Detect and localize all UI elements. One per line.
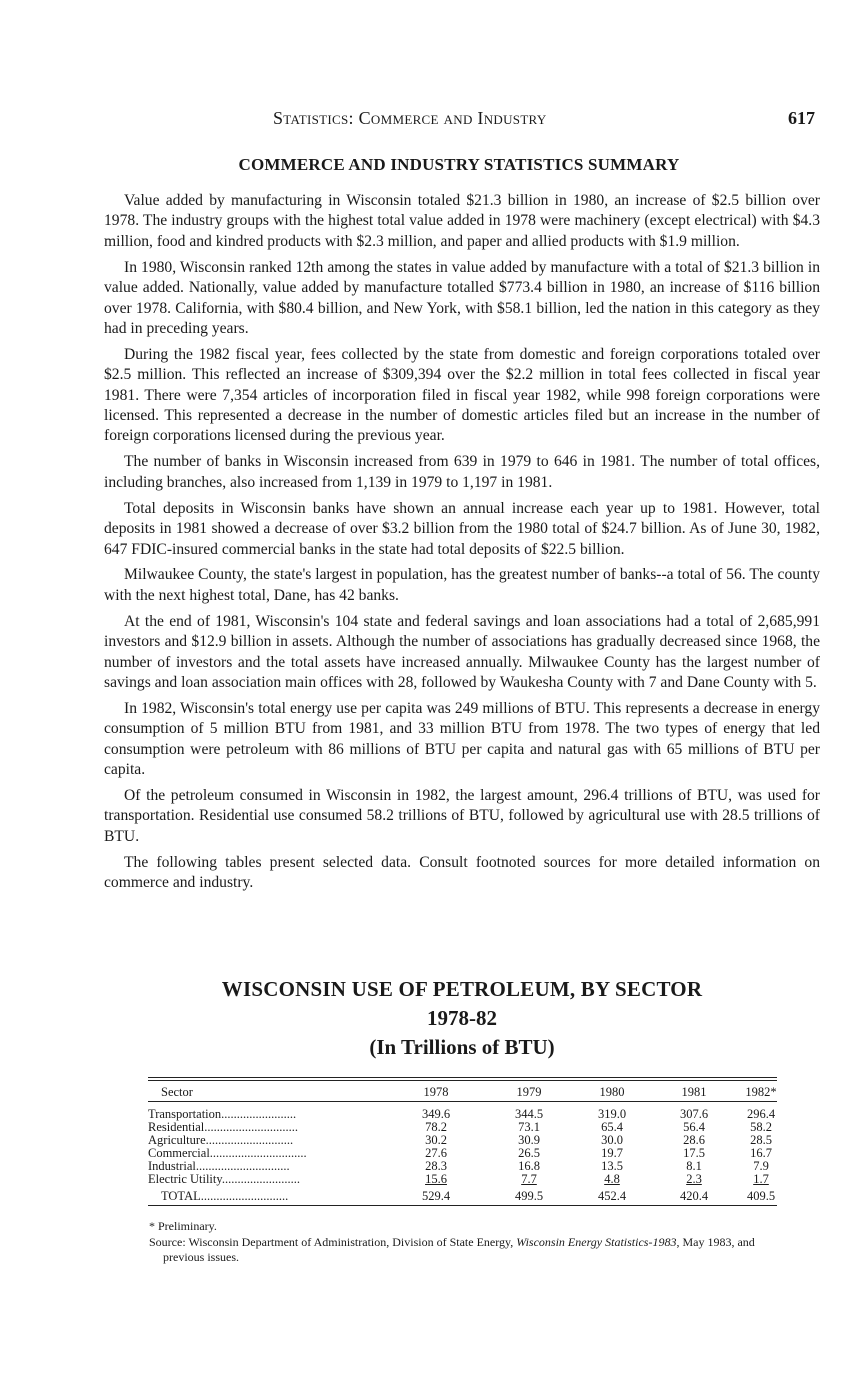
table-bottom-rule <box>148 1205 777 1206</box>
summary-body <box>104 191 820 899</box>
dot-leader: .............................. <box>195 1159 290 1173</box>
table-cell: 58.2 <box>750 1120 772 1134</box>
dot-leader: ......................... <box>221 1172 300 1186</box>
sector-name: Electric Utility <box>148 1172 222 1186</box>
table-row <box>148 1120 777 1133</box>
sector-name: Industrial <box>148 1159 196 1173</box>
sector-name: Agriculture <box>148 1133 206 1147</box>
dot-leader: ............................... <box>209 1146 307 1160</box>
section-heading: COMMERCE AND INDUSTRY STATISTICS SUMMARY <box>238 155 680 174</box>
sector-name: Transportation <box>148 1107 222 1121</box>
table-cell: 19.7 <box>601 1146 623 1160</box>
total-cell: 452.4 <box>597 1189 627 1203</box>
table-row <box>148 1146 777 1159</box>
table-cell: 319.0 <box>597 1107 627 1121</box>
table-cell: 2.3 <box>686 1172 702 1186</box>
table-cell: 27.6 <box>425 1146 447 1160</box>
table-cell: 28.3 <box>425 1159 447 1173</box>
table-cell: 28.5 <box>750 1133 772 1147</box>
petroleum-table <box>148 1077 777 1206</box>
table-cell: 344.5 <box>514 1107 544 1121</box>
running-title: Statistics: Commerce and Industry <box>273 108 547 128</box>
paragraph: Of the petroleum consumed in Wisconsin in 1982, the largest amount, 296.4 trillions of BTU, was used for transportation. Residential use consumed 58.2 trillions of BTU, followed by agricultural use with 28.5 trillions of BTU. <box>104 786 820 845</box>
sector-name: Residential <box>148 1120 205 1134</box>
total-name: TOTAL <box>161 1189 201 1203</box>
source-suffix: , May 1983, and previous issues. <box>163 1235 755 1264</box>
table-cell: 7.7 <box>521 1172 537 1186</box>
table-cell: 30.0 <box>601 1133 623 1147</box>
paragraph: The number of banks in Wisconsin increased from 639 in 1979 to 646 in 1981. The number of total offices, including branches, also increased from 1,139 in 1979 to 1,197 in 1981. <box>104 453 820 491</box>
table-cell: 78.2 <box>425 1120 447 1134</box>
table-cell: 349.6 <box>421 1107 451 1121</box>
total-cell: 420.4 <box>679 1189 709 1203</box>
column-header: 1982* <box>745 1085 777 1099</box>
source-title: Wisconsin Energy Statistics-1983 <box>516 1235 677 1249</box>
table-cell: 1.7 <box>753 1172 769 1186</box>
total-cell: 409.5 <box>746 1189 776 1203</box>
total-cell: 499.5 <box>514 1189 544 1203</box>
footnote-source <box>149 1235 789 1265</box>
table-body <box>148 1102 777 1203</box>
table-cell: 13.5 <box>601 1159 623 1173</box>
paragraph: Value added by manufacturing in Wisconsin totaled $21.3 billion in 1980, an increase of $2.5 billion over 1978. The industry groups with the highest total value added in 1978 were machinery (except electrical) with $4.3 million, food and kindred products with $2.3 million, and paper and allied products with $1.9 million. <box>104 192 820 250</box>
column-header: 1980 <box>599 1085 625 1099</box>
table-units: (In Trillions of BTU) <box>369 1035 555 1059</box>
paragraph: Milwaukee County, the state's largest in population, has the greatest number of banks--a total of 56. The county with the next highest total, Dane, has 42 banks. <box>104 566 820 604</box>
table-cell: 30.2 <box>425 1133 447 1147</box>
table-cell: 296.4 <box>746 1107 776 1121</box>
table-cell: 30.9 <box>518 1133 540 1147</box>
dot-leader: .............................. <box>204 1120 298 1134</box>
table-cell: 4.8 <box>604 1172 620 1186</box>
table-row <box>148 1172 777 1185</box>
table-footnotes <box>149 1219 789 1265</box>
paragraph: In 1982, Wisconsin's total energy use per capita was 249 millions of BTU. This represents a decrease in energy consumption of 5 million BTU from 1981, and 33 million BTU from 1978. The two types of energy that led consumption were petroleum with 86 millions of BTU per capita and natural gas with 65 millions of BTU per capita. <box>104 699 820 779</box>
column-header: 1978 <box>423 1085 449 1099</box>
paragraph: Total deposits in Wisconsin banks have shown an annual increase each year up to 1981. However, total deposits in 1981 showed a decrease of over $3.2 billion from the 1980 total of $24.7 billion. As of June 30, 1982, 647 FDIC-insured commercial banks in the state had total deposits of $22.5 billion. <box>104 499 820 558</box>
table-top-rule <box>148 1077 777 1078</box>
table-row <box>148 1107 777 1120</box>
table-title: WISCONSIN USE OF PETROLEUM, BY SECTOR <box>221 977 703 1001</box>
table-cell: 65.4 <box>601 1120 623 1134</box>
source-prefix: Source: Wisconsin Department of Administration, Division of State Energy, <box>149 1235 517 1249</box>
dot-leader: ........................ <box>221 1107 297 1121</box>
table-cell: 16.8 <box>518 1159 540 1173</box>
table-total-row <box>148 1187 777 1203</box>
paragraph: In 1980, Wisconsin ranked 12th among the states in value added by manufacture with a total of $21.3 billion in value added. Nationally, value added by manufacture totalled $773.4 billion in 1980, an increase of $116 billion over 1978. California, with $80.4 billion, and New York, with $58.1 billion, led the nation in this category as they had in preceding years. <box>104 258 820 337</box>
table-cell: 73.1 <box>518 1120 540 1134</box>
total-label <box>161 1189 288 1204</box>
table-header-row <box>148 1081 777 1100</box>
sector-name: Commercial <box>148 1146 210 1160</box>
paragraph: During the 1982 fiscal year, fees collected by the state from domestic and foreign corporations totaled over $2.5 million. This reflected an increase of $309,394 over the $2.2 million in total fees collected in fiscal year 1981. There were 7,354 articles of incorporation filed in fiscal year 1982, while 998 foreign corporations were licensed. This represented a decrease in the number of domestic articles filed but an increase in the number of foreign corporations licensed during the previous year. <box>104 345 820 445</box>
table-cell: 26.5 <box>518 1146 540 1160</box>
table-row <box>148 1133 777 1146</box>
sector-label <box>148 1172 300 1187</box>
table-cell: 307.6 <box>679 1107 709 1121</box>
paragraph: The following tables present selected data. Consult footnoted sources for more detailed information on commerce and industry. <box>104 853 820 892</box>
column-header: 1979 <box>516 1085 542 1099</box>
running-header <box>0 108 859 136</box>
column-header: 1981 <box>681 1085 707 1099</box>
column-header: Sector <box>161 1085 193 1099</box>
table-years: 1978-82 <box>427 1006 497 1030</box>
table-cell: 17.5 <box>683 1146 705 1160</box>
table-row <box>148 1159 777 1172</box>
footnote-preliminary: * Preliminary. <box>149 1219 217 1233</box>
table-cell: 7.9 <box>753 1159 769 1173</box>
paragraph: At the end of 1981, Wisconsin's 104 state and federal savings and loan associations had a total of 2,685,991 investors and $12.9 billion in assets. Although the number of associations has gradually decreased since 1968, the number of investors and the total assets have increased annually. Milwaukee County has the largest number of savings and loan association main offices with 28, followed by Waukesha County with 7 and Dane County with 5. <box>104 612 820 691</box>
table-cell: 56.4 <box>683 1120 705 1134</box>
dot-leader: ............................ <box>200 1189 289 1203</box>
table-cell: 16.7 <box>750 1146 772 1160</box>
page-number: 617 <box>788 108 815 128</box>
table-cell: 15.6 <box>425 1172 447 1186</box>
dot-leader: ............................ <box>205 1133 294 1147</box>
total-cell: 529.4 <box>421 1189 451 1203</box>
table-cell: 8.1 <box>686 1159 702 1173</box>
table-cell: 28.6 <box>683 1133 705 1147</box>
